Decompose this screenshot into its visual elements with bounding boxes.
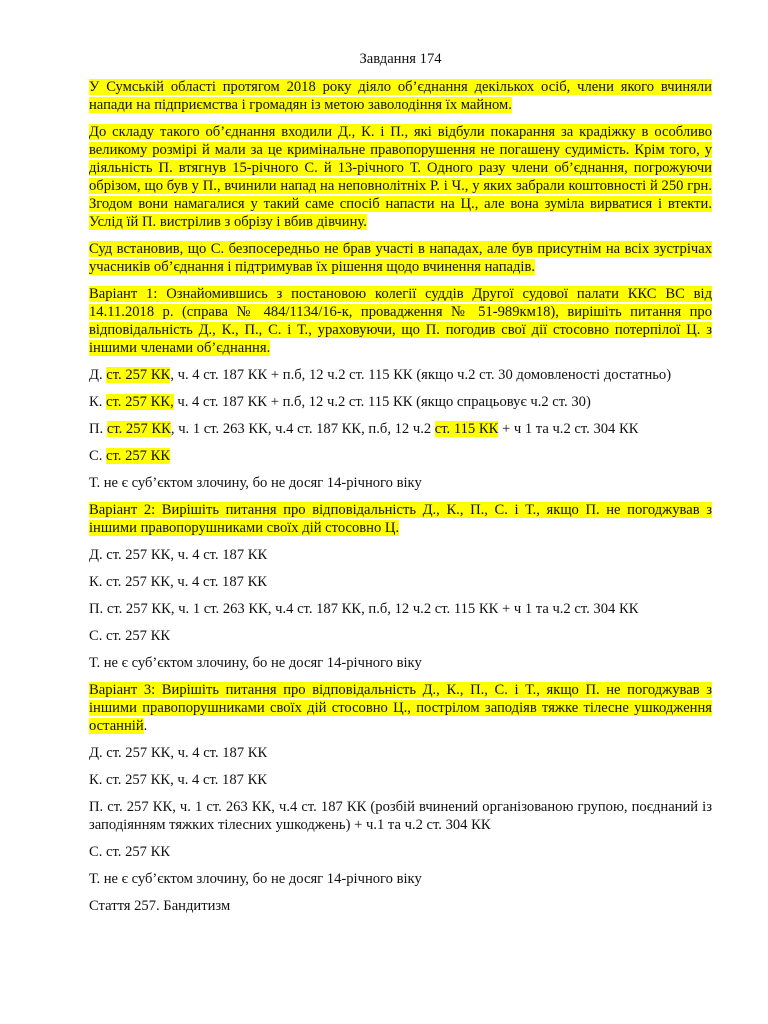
text-run: , ч. 4 ст. 187 КК + п.б, 12 ч.2 ст. 115 КК (якщо ч.2 ст. 30 домовленості достатньо): [170, 367, 672, 383]
paragraph: [89, 474, 712, 492]
paragraph: [89, 654, 712, 672]
paragraph: [89, 627, 712, 645]
text-run: С. ст. 257 КК: [89, 628, 171, 644]
text-run: + ч 1 та ч.2 ст. 304 КК: [498, 421, 639, 437]
text-run: К. ст. 257 КК, ч. 4 ст. 187 КК: [89, 772, 268, 788]
text-run: Д. ст. 257 КК, ч. 4 ст. 187 КК: [89, 547, 268, 563]
highlighted-text: ст. 257 КК: [106, 448, 171, 464]
text-run: П. ст. 257 КК, ч. 1 ст. 263 КК, ч.4 ст. 187 КК, п.б, 12 ч.2 ст. 115 КК + ч 1 та ч.2 ст. 304 КК: [89, 601, 639, 617]
paragraph: [89, 600, 712, 618]
text-run: Т. не є суб’єктом злочину, бо не досяг 14-річного віку: [89, 655, 422, 671]
paragraph: [89, 501, 712, 537]
paragraph: [89, 870, 712, 888]
highlighted-text: Суд встановив, що С. безпосередньо не брав участі в нападах, але був присутнім на всіх зустрічах учасників об’єднання і підтримував їх рішення щодо вчинення нападів.: [89, 241, 712, 275]
paragraph: [89, 240, 712, 276]
highlighted-text: Варіант 2: Вирішіть питання про відповідальність Д., К., П., С. і Т., якщо П. не погоджував з іншими правопорушниками своїх дій стосовно Ц.: [89, 502, 712, 536]
paragraph: [89, 843, 712, 861]
text-run: ч. 4 ст. 187 КК + п.б, 12 ч.2 ст. 115 КК (якщо спрацьовує ч.2 ст. 30): [173, 394, 591, 410]
paragraph: [89, 546, 712, 564]
text-run: П.: [89, 421, 107, 437]
text-run: С.: [89, 448, 107, 464]
highlighted-text: ст. 115 КК: [434, 421, 499, 437]
paragraph: [89, 447, 712, 465]
paragraph: [89, 393, 712, 411]
text-run: К.: [89, 394, 107, 410]
text-run: , ч. 1 ст. 263 КК, ч.4 ст. 187 КК, п.б, 12 ч.2: [170, 421, 435, 437]
document-title: Завдання 174: [359, 51, 442, 67]
paragraph: [89, 897, 712, 915]
document-body: [89, 78, 712, 915]
highlighted-text: Варіант 3: Вирішіть питання про відповідальність Д., К., П., С. і Т., якщо П. не погоджував з іншими правопорушниками своїх дій стосовно Ц., пострілом заподіяв тяжке тілесне ушкодження останній: [89, 682, 712, 734]
paragraph: [89, 681, 712, 735]
highlighted-text: У Сумській області протягом 2018 року діяло об’єднання декількох осіб, члени якого вчиняли напади на підприємства і громадян із метою заволодіння їх майном.: [89, 79, 712, 113]
highlighted-text: ст. 257 КК: [106, 421, 171, 437]
highlighted-text: Варіант 1: Ознайомившись з постановою колегії суддів Другої судової палати ККС ВС від 14.11.2018 р. (справа № 484/1134/16-к, провадження № 51-989км18), вирішіть питання про відповідальність Д., К., П., С. і Т., ураховуючи, що П. погодив свої дії стосовно потерпілої Ц. з іншими членами об’єднання.: [89, 286, 712, 356]
text-run: Т. не є суб’єктом злочину, бо не досяг 14-річного віку: [89, 475, 422, 491]
text-run: Стаття 257. Бандитизм: [89, 898, 231, 914]
text-run: С. ст. 257 КК: [89, 844, 171, 860]
paragraph: [89, 771, 712, 789]
paragraph: [89, 123, 712, 231]
text-run: П. ст. 257 КК, ч. 1 ст. 263 КК, ч.4 ст. 187 КК (розбій вчинений організованою групою, поєднаний із заподіянням тяжких тілесних ушкоджень) + ч.1 та ч.2 ст. 304 КК: [89, 799, 712, 833]
paragraph: [89, 798, 712, 834]
text-run: Д. ст. 257 КК, ч. 4 ст. 187 КК: [89, 745, 268, 761]
highlighted-text: ст. 257 КК,: [106, 394, 174, 410]
text-run: К. ст. 257 КК, ч. 4 ст. 187 КК: [89, 574, 268, 590]
paragraph: [89, 420, 712, 438]
highlighted-text: До складу такого об’єднання входили Д., К. і П., які відбули покарання за крадіжку в особливо великому розмірі й мали за це кримінальне правопорушення не погашену судимість. Крім того, у діяльність П. втягнув 15-річного С. й 13-річного Т. Одного разу члени об’єднання, погрожуючи обрізом, що був у П., вчинили напад на неповнолітніх Р. і Ч., у яких забрали коштовності й 250 грн. Згодом вони намагалися у такий саме спосіб напасти на Ц., але вона зуміла вирватися і втекти. Услід їй П. вистрілив з обрізу і вбив дівчину.: [89, 124, 712, 230]
paragraph: [89, 366, 712, 384]
text-run: Т. не є суб’єктом злочину, бо не досяг 14-річного віку: [89, 871, 422, 887]
paragraph: [89, 573, 712, 591]
text-run: .: [143, 718, 148, 734]
text-run: Д.: [89, 367, 107, 383]
paragraph: [89, 744, 712, 762]
paragraph: [89, 78, 712, 114]
paragraph: [89, 285, 712, 357]
highlighted-text: ст. 257 КК: [106, 367, 171, 383]
document-page: [89, 50, 712, 924]
